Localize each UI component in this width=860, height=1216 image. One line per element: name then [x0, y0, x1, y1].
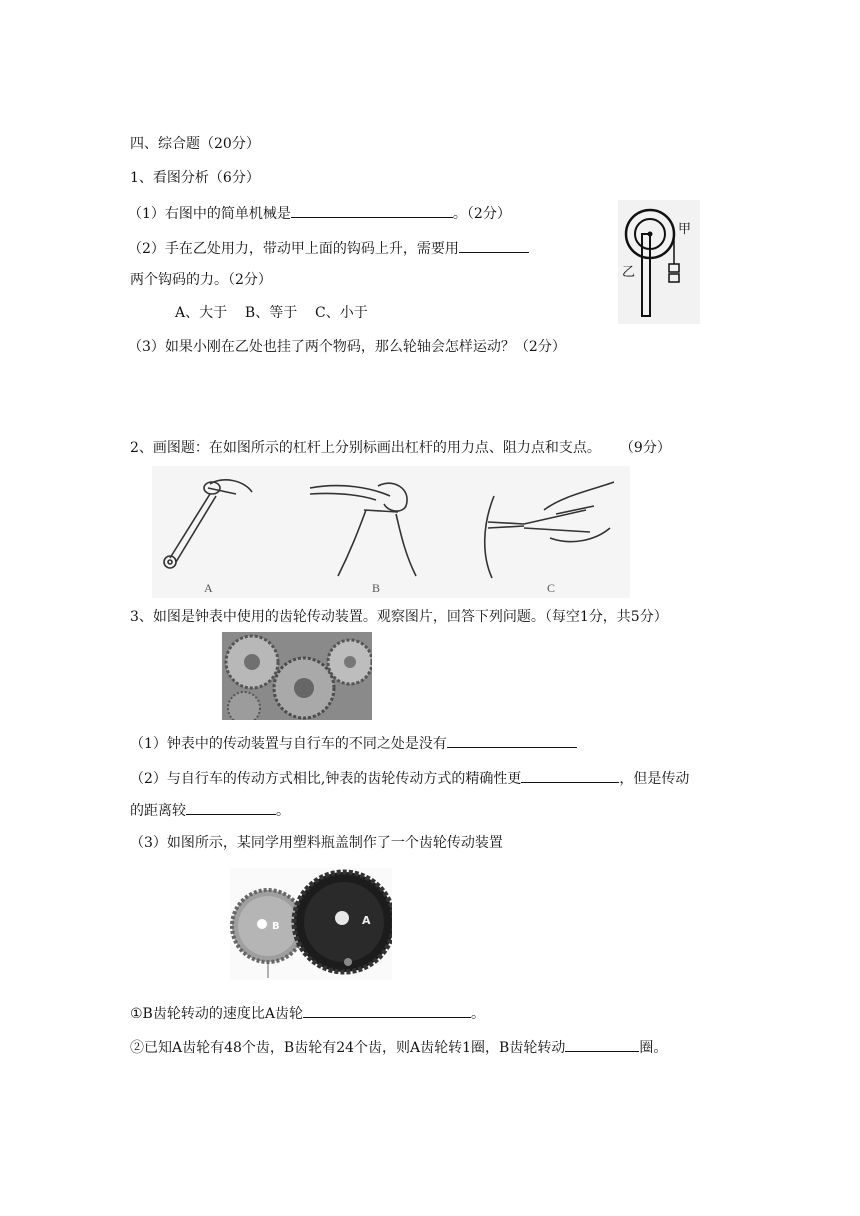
- q2-score: （9分）: [626, 440, 671, 456]
- caption-b: B: [372, 581, 381, 595]
- q3-sub1-end: 。: [470, 1006, 485, 1022]
- q3-part2-cont-start: 的距离较: [130, 803, 186, 819]
- q1-part2-continuation: 两个钩码的力。（2分）: [130, 272, 272, 288]
- q1-part3: （3）如果小刚在乙处也挂了两个物码，那么轮轴会怎样运动？（2分）: [128, 339, 566, 355]
- clock-gears-photo: [222, 632, 372, 720]
- q1-part1-blank[interactable]: [291, 203, 453, 218]
- q3-part1-blank[interactable]: [447, 733, 577, 748]
- q1-part1-end: 。（2分）: [452, 206, 511, 222]
- q3-part1: [130, 733, 577, 754]
- caption-c: C: [547, 581, 556, 595]
- lever-tools-figure: [152, 466, 630, 598]
- q3-sub2-blank[interactable]: [565, 1037, 639, 1052]
- q1-part1: [128, 203, 511, 224]
- q3-part2-blank2[interactable]: [186, 800, 276, 815]
- q3-part2-text: （2）与自行车的传动方式相比,钟表的齿轮传动方式的精确性更: [130, 771, 522, 787]
- q3-part2-blank1[interactable]: [521, 768, 619, 783]
- q3-sub1-text: ①B齿轮转动的速度比A齿轮: [130, 1006, 303, 1022]
- q3-part3: （3）如图所示，某同学用塑料瓶盖制作了一个齿轮传动装置: [130, 835, 503, 851]
- q1-part1-text: （1）右图中的简单机械是: [128, 206, 291, 222]
- gear-b-label: B: [272, 921, 280, 932]
- section-title: 四、综合题（20分）: [130, 136, 260, 152]
- q3-part2-continuation: [130, 800, 290, 821]
- q3-part2-cont-end: 。: [276, 803, 290, 819]
- q3-part1-text: （1）钟表中的传动装置与自行车的不同之处是没有: [130, 736, 447, 752]
- q3-sub1: [130, 1003, 485, 1024]
- q1-part2-text: （2）手在乙处用力，带动甲上面的钩码上升，需要用: [128, 241, 459, 257]
- caption-a: A: [204, 581, 213, 595]
- q3-part2: [130, 768, 689, 789]
- q3-part2-mid: ，但是传动: [619, 771, 690, 787]
- q1-title: 1、看图分析（6分）: [130, 170, 260, 186]
- q3-sub2-end: 圈。: [639, 1040, 668, 1056]
- gear-a-label: A: [362, 914, 371, 927]
- q1-part2: [128, 238, 529, 259]
- wheel-axle-figure: [618, 200, 700, 324]
- q3-sub2: [130, 1037, 667, 1058]
- q3-title: 3、如图是钟表中使用的齿轮传动装置。观察图片，回答下列问题。（每空1分，共5分）: [130, 609, 668, 625]
- q1-options: A、大于 B、等于 C、小于: [175, 305, 368, 321]
- q3-sub2-text: ②已知A齿轮有48个齿，B齿轮有24个齿，则A齿轮转1圈，B齿轮转动: [130, 1040, 566, 1056]
- label-jia: 甲: [678, 222, 692, 237]
- q1-part2-blank[interactable]: [459, 238, 529, 253]
- q2-title: 2、画图题：在如图所示的杠杆上分别标画出杠杆的用力点、阻力点和支点。: [130, 440, 601, 456]
- bottle-cap-gears-photo: [230, 868, 392, 980]
- label-yi: 乙: [622, 265, 636, 280]
- q2-prompt: [130, 438, 671, 458]
- q3-sub1-blank[interactable]: [303, 1003, 471, 1018]
